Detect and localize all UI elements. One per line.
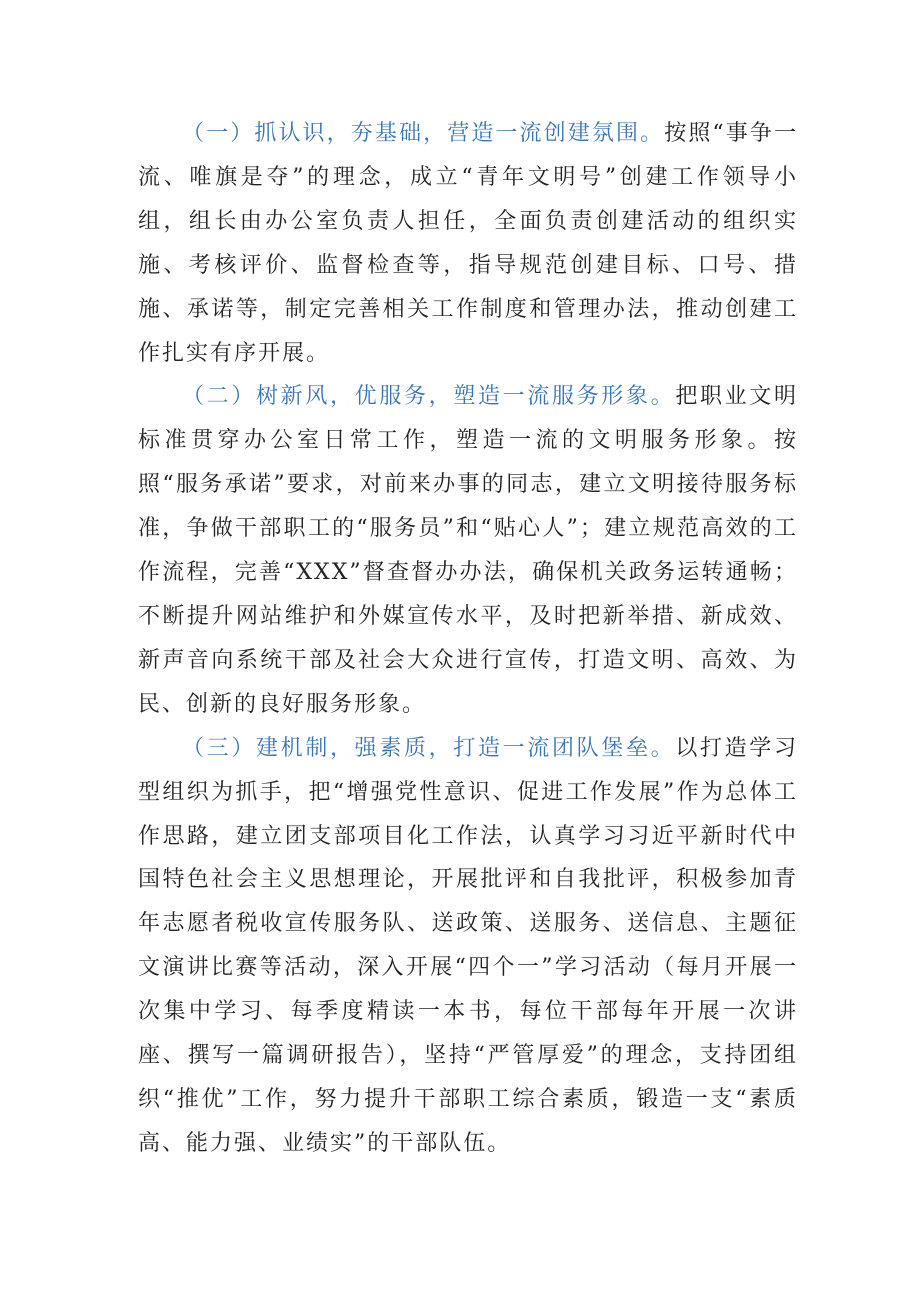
paragraph-3-text: 以打造学习型组织为抓手，把“增强党性意识、促进工作发展”作为总体工作思路，建立团支部项目化工作法，认真学习习近平新时代中国特色社会主义思想理论，开展批评和自我批评，积极参加青年志愿者税收宣传服务队、送政策、送服务、送信息、主题征文演讲比赛等活动，深入开展“四个一”学习活动（每月开展一次集中学习、每季度精读一本书，每位干部每年开展一次讲座、撰写一篇调研报告），坚持“严管厚爱”的理念，支持团组织“推优”工作，努力提升干部职工综合素质，锻造一支“素质高、能力强、业绩实”的干部队伍。 bbox=[138, 735, 798, 1156]
paragraph-3-heading: （三）建机制，强素质，打造一流团队堡垒。 bbox=[182, 735, 676, 761]
paragraph-2-heading: （二）树新风，优服务，塑造一流服务形象。 bbox=[182, 384, 676, 410]
paragraph-1-heading: （一）抓认识，夯基础，营造一流创建氛围。 bbox=[182, 121, 665, 146]
paragraph-2-text: 把职业文明标准贯穿办公室日常工作，塑造一流的文明服务形象。按照“服务承诺”要求，对前来办事的同志，建立文明接待服务标准，争做干部职工的“服务员”和“贴心人”；建立规范高效的工作流程，完善“XXX”督查督办办法，确保机关政务运转通畅；不断提升网站维护和外媒宣传水平，及时把新举措、新成效、新声音向系统干部及社会大众进行宣传，打造文明、高效、为民、创新的良好服务形象。 bbox=[138, 384, 798, 717]
paragraph-3 bbox=[138, 727, 798, 1166]
document-body bbox=[138, 112, 798, 1166]
paragraph-1 bbox=[138, 112, 798, 375]
paragraph-1-text: 按照“事争一流、唯旗是夺”的理念，成立“青年文明号”创建工作领导小组，组长由办公室负责人担任，全面负责创建活动的组织实施、考核评价、监督检查等，指导规范创建目标、口号、措施、承诺等，制定完善相关工作制度和管理办法，推动创建工作扎实有序开展。 bbox=[138, 121, 798, 366]
paragraph-2 bbox=[138, 375, 798, 726]
